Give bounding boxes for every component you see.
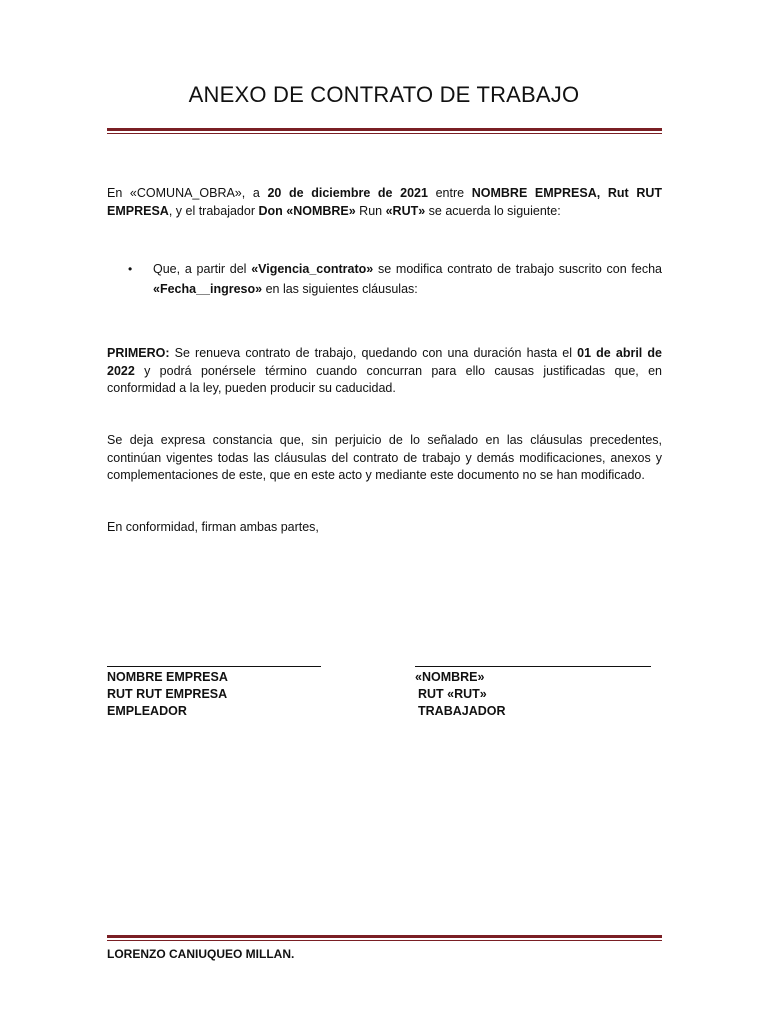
employer-rut: RUT RUT EMPRESA — [107, 687, 228, 701]
intro-text: Run — [355, 203, 386, 218]
clause-label: PRIMERO: — [107, 346, 170, 360]
end-date: 01 de abril de 2022 — [107, 346, 662, 378]
contract-date: 20 de diciembre de 2021 — [267, 186, 428, 200]
title-divider — [107, 128, 662, 134]
footer-divider — [107, 935, 662, 941]
fecha-ingreso-field: «Fecha__ingreso» — [153, 282, 263, 296]
intro-text: , y el trabajador — [168, 203, 259, 218]
footer-text: LORENZO CANIUQUEO MILLAN. — [107, 947, 295, 961]
intro-paragraph — [107, 185, 662, 220]
worker-rut: «RUT» — [385, 203, 426, 218]
worker-role: TRABAJADOR — [418, 704, 506, 718]
employer-name: NOMBRE EMPRESA — [107, 670, 228, 684]
clause-text: Se renueva contrato de trabajo, quedando con una duración hasta el — [169, 346, 578, 360]
primero-clause — [107, 345, 662, 398]
intro-text: En «COMUNA_OBRA», a — [107, 186, 268, 200]
employer-signature-line — [107, 666, 321, 667]
document-title: ANEXO DE CONTRATO DE TRABAJO — [188, 82, 580, 107]
company-name: NOMBRE EMPRESA, Rut RUT EMPRESA — [107, 186, 663, 218]
bullet-fragment: Que, a partir del — [153, 262, 252, 276]
bullet-fragment: se modifica contrato de trabajo suscrito con fecha — [373, 262, 662, 276]
employer-signature-block — [107, 669, 228, 720]
vigencia-field: «Vigencia_contrato» — [251, 262, 374, 276]
worker-signature-name: «NOMBRE» — [415, 670, 485, 684]
bullet-fragment: en las siguientes cláusulas: — [262, 282, 418, 296]
worker-signature-rut: RUT «RUT» — [418, 687, 487, 701]
worker-signature-block — [415, 669, 506, 720]
conformidad-text: En conformidad, firman ambas partes, — [107, 520, 319, 534]
employer-role: EMPLEADOR — [107, 704, 187, 718]
intro-text: se acuerda lo siguiente: — [425, 203, 561, 218]
worker-name: Don «NOMBRE» — [258, 203, 356, 218]
bullet-icon: • — [128, 262, 133, 276]
bullet-text — [153, 259, 662, 299]
worker-signature-line — [415, 666, 651, 667]
intro-text: entre — [427, 186, 472, 200]
constancia-paragraph: Se deja expresa constancia que, sin perjuicio de lo señalado en las cláusulas precedentes, continúan vigentes todas las cláusulas del contrato de trabajo y demás modificaciones, anexos y complementaciones de este, que en este acto y mediante este documento no se han modificado. — [107, 433, 662, 482]
clause-text: y podrá ponérsele término cuando concurran para ello causas justificadas que, en conformidad a la ley, pueden producir su caducidad. — [107, 363, 662, 395]
